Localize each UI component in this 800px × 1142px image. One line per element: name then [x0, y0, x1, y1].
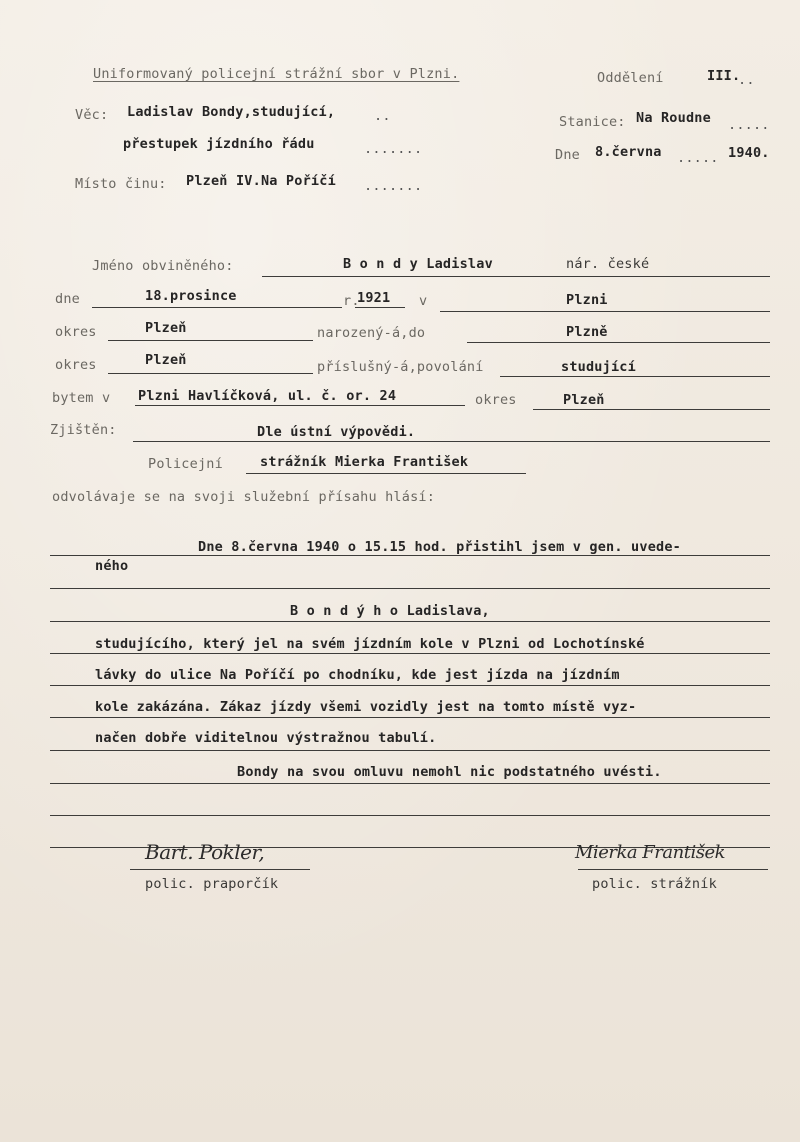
belongs-label: příslušný-á,povolání — [317, 359, 484, 375]
rule-3 — [50, 621, 770, 622]
name-label: Jméno obviněného: — [92, 258, 234, 274]
date-year: 1940. — [728, 145, 770, 161]
rule-1 — [50, 555, 770, 556]
year-line — [355, 307, 405, 308]
found-line — [133, 441, 770, 442]
district-label-1: okres — [55, 324, 97, 340]
occupation-line — [500, 376, 770, 377]
department-label: Oddělení — [597, 70, 664, 86]
place-dots: ....... — [364, 178, 423, 194]
date-label: Dne — [555, 147, 580, 163]
birthplace-value: Plzni — [566, 292, 608, 308]
district-label-2: okres — [55, 357, 97, 373]
report-line-8: Bondy na svou omluvu nemohl nic podstatného uvésti. — [237, 764, 662, 780]
report-line-6: kole zakázána. Zákaz jízdy všemi vozidly jest na tomto místě vyz- — [95, 699, 637, 715]
left-signature: Bart. Pokler, — [145, 840, 265, 864]
name-line — [262, 276, 770, 277]
department-dots: .. — [738, 72, 755, 88]
station-label: Stanice: — [559, 114, 626, 130]
left-signature-line — [130, 869, 310, 870]
rule-9 — [50, 815, 770, 816]
rule-2 — [50, 588, 770, 589]
place-label: Místo činu: — [75, 176, 167, 192]
born-value: Plzně — [566, 324, 608, 340]
occupation-value: studující — [561, 359, 636, 375]
officer-label: Policejní — [148, 456, 223, 472]
subject-dots-2: ....... — [364, 141, 423, 157]
day-value: 18.prosince — [145, 288, 237, 304]
report-line-7: načen dobře viditelnou výstražnou tabulí. — [95, 730, 437, 746]
department-value: III. — [707, 68, 741, 84]
officer-value: strážník Mierka František — [260, 454, 469, 470]
right-signature: Mierka František — [575, 842, 726, 863]
officer-line — [246, 473, 526, 474]
right-signature-title: polic. strážník — [592, 876, 717, 892]
name-value: B o n d y Ladislav — [343, 256, 493, 272]
date-value: 8.června — [595, 144, 662, 160]
rule-8 — [50, 783, 770, 784]
birthplace-line — [440, 311, 770, 312]
report-line-5: lávky do ulice Na Poříčí po chodníku, kde jest jízda na jízdním — [95, 667, 620, 683]
found-value: Dle ústní výpovědi. — [257, 424, 416, 440]
rule-5 — [50, 685, 770, 686]
born-label: narozený-á,do — [317, 325, 426, 341]
rule-4 — [50, 653, 770, 654]
station-value: Na Roudne — [636, 110, 711, 126]
subject-line-2: přestupek jízdního řádu — [123, 136, 315, 152]
oath-text: odvolávaje se na svoji služební přísahu hlásí: — [52, 489, 436, 505]
place-value: Plzeň IV.Na Poříčí — [186, 173, 336, 189]
report-line-2: ného — [95, 558, 129, 574]
organization-title: Uniformovaný policejní strážní sbor v Plzni. — [93, 66, 460, 82]
subject-dots-1: .. — [374, 108, 391, 124]
date-dots: ..... — [677, 150, 719, 166]
district-value-3: Plzeň — [563, 392, 605, 408]
year-label: r. — [343, 293, 360, 309]
born-line — [467, 342, 770, 343]
district-line-1 — [108, 340, 313, 341]
station-dots: ..... — [728, 117, 770, 133]
found-label: Zjištěn: — [50, 422, 117, 438]
report-line-1: Dne 8.června 1940 o 15.15 hod. přistihl jsem v gen. uvede- — [198, 539, 682, 555]
left-signature-title: polic. praporčík — [145, 876, 279, 892]
rule-6 — [50, 717, 770, 718]
residence-value: Plzni Havlíčková, ul. č. or. 24 — [138, 388, 397, 404]
report-line-4: studujícího, který jel na svém jízdním kole v Plzni od Lochotínské — [95, 636, 645, 652]
district-line-2 — [108, 373, 313, 374]
residence-line — [135, 405, 465, 406]
subject-line-1: Ladislav Bondy,studující, — [127, 104, 336, 120]
right-signature-line — [578, 869, 768, 870]
district-label-3: okres — [475, 392, 517, 408]
day-label: dne — [55, 291, 80, 307]
district-value-1: Plzeň — [145, 320, 187, 336]
district-line-3 — [533, 409, 770, 410]
district-value-2: Plzeň — [145, 352, 187, 368]
rule-7 — [50, 750, 770, 751]
in-label: v — [419, 293, 428, 309]
nationality-value: nár. české — [566, 256, 650, 272]
subject-label: Věc: — [75, 107, 109, 123]
year-value: 1921 — [357, 290, 391, 306]
day-line — [92, 307, 342, 308]
report-line-3: B o n d ý h o Ladislava, — [290, 603, 490, 619]
residence-label: bytem v — [52, 390, 111, 406]
